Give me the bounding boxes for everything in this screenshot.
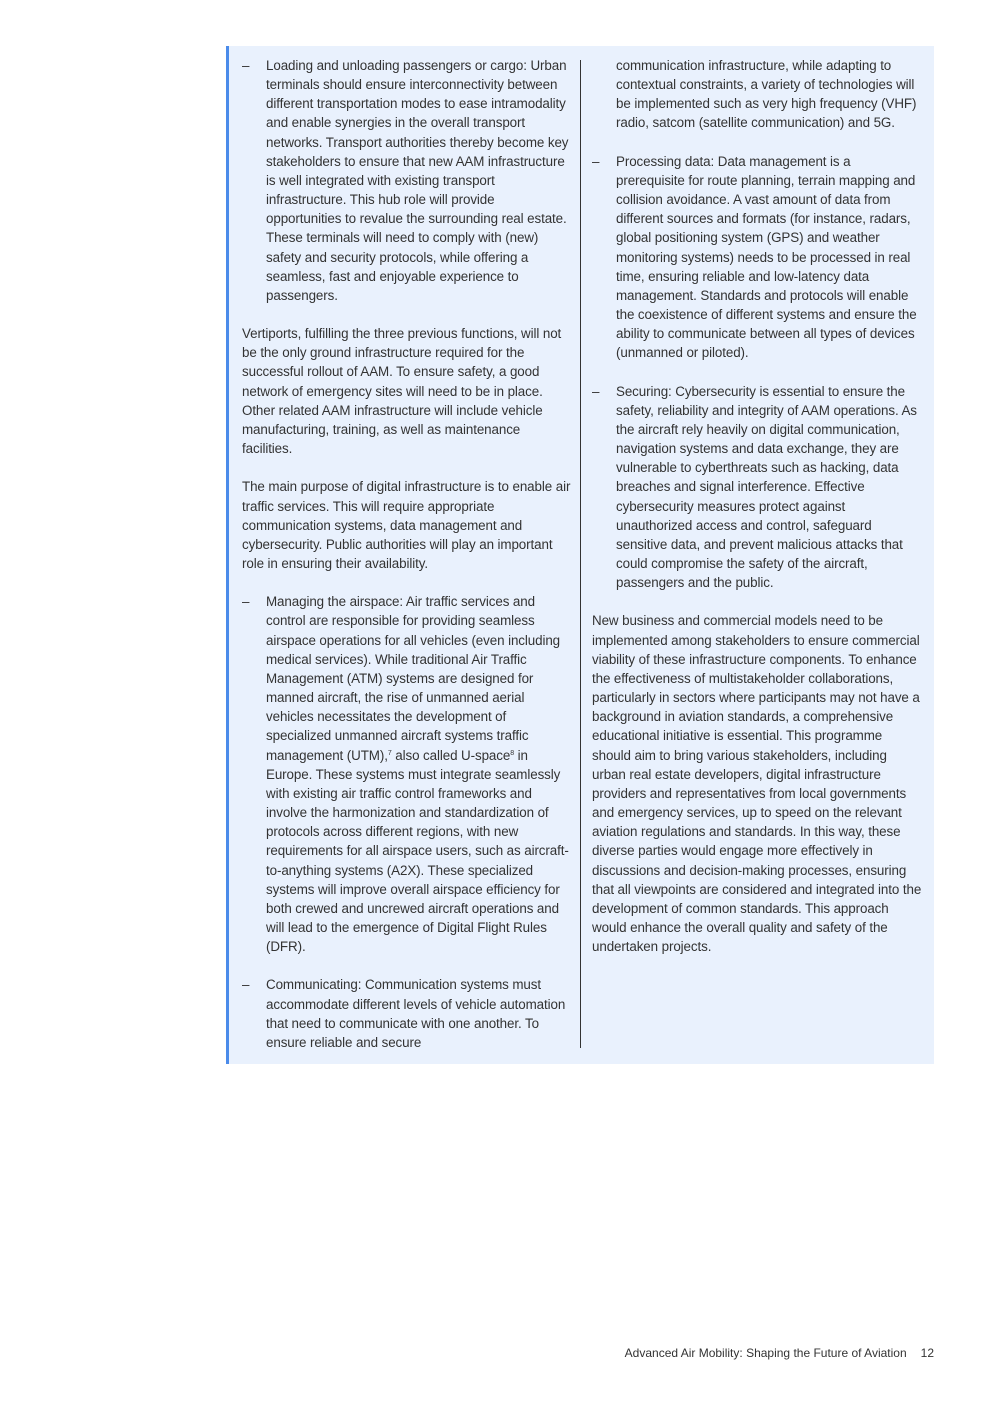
bullet-securing	[592, 382, 922, 593]
page-footer	[625, 1346, 934, 1360]
left-column	[242, 56, 572, 1052]
bullet-text: Securing: Cybersecurity is essential to ensure the safety, reliability and integrity of AAM operations. As the aircraft rely heavily on digital communication, navigation systems and data exchange, they are vulnerable to cyberthreats such as hacking, data breaches and signal interference. Effective cybersecurity measures protect against unauthorized access and control, safeguard sensitive data, and prevent malicious attacks that could compromise the safety of the aircraft, passengers and the public.	[616, 383, 917, 591]
footnote-ref-8[interactable]: 8	[510, 749, 514, 757]
bullet-text: communication infrastructure, while adapting to contextual constraints, a variety of technologies will be implemented such as very high frequency (VHF) radio, satcom (satellite communication) and 5G.	[616, 58, 917, 131]
right-column	[592, 56, 922, 956]
bullet-text-part-a: Managing the airspace: Air traffic services and control are responsible for providing seamless airspace operations for all vehicles (even including medical services). While traditional Air Traffic Management (ATM) systems are designed for manned aircraft, the rise of unmanned aerial vehicles necessitates the development of specialized unmanned aircraft systems traffic management (UTM),	[266, 594, 561, 763]
bullet-dash: –	[242, 594, 250, 610]
bullet-text: Communicating: Communication systems must accommodate different levels of vehicle automation that need to communicate with one another. To ensure reliable and secure	[266, 977, 566, 1050]
publication-title-bold: Advanced Air Mobility:	[624, 1346, 743, 1360]
bullet-dash: –	[592, 383, 600, 399]
paragraph-vertiports: Vertiports, fulfilling the three previous functions, will not be the only ground infrastructure required for the successful rollout of AAM. To ensure safety, a good network of emergency sites will need to be in place. Other related AAM infrastructure will include vehicle manufacturing, training, as well as maintenance facilities.	[242, 326, 562, 457]
page-number: 12	[920, 1346, 934, 1360]
content-panel	[226, 46, 934, 1064]
bullet-communicating	[242, 975, 572, 1052]
publication-title-rest: Shaping the Future of Aviation	[742, 1346, 907, 1360]
bullet-text: Processing data: Data management is a prerequisite for route planning, terrain mapping and collision avoidance. A vast amount of data from different sources and formats (for instance, radars, global positioning system (GPS) and weather monitoring systems) needs to be processed in real time, ensuring reliable and low-latency data management. Standards and protocols will enable the coexistence of different systems and ensure the ability to communicate between all types of devices (unmanned or piloted).	[616, 153, 917, 361]
bullet-dash: –	[242, 977, 250, 993]
footnote-ref-7[interactable]: 7	[387, 749, 392, 757]
bullet-dash: –	[592, 153, 600, 169]
bullet-text-part-c: in Europe. These systems must integrate seamlessly with existing air traffic control frameworks and involve the harmonization and standardization of protocols across different regions, with new requirements for all airspace users, such as aircraft-to-anything systems (A2X). These specialized systems will improve overall airspace efficiency for both crewed and uncrewed aircraft operations and will lead to the emergence of Digital Flight Rules (DFR).	[266, 747, 569, 955]
bullet-communicating-continued	[592, 56, 922, 133]
bullet-dash: –	[242, 58, 250, 73]
paragraph-business-models: New business and commercial models need to be implemented among stakeholders to ensure commercial viability of these infrastructure components. To enhance the effectiveness of multistakeholder collaborations, particularly in sectors where participants may not have a background in aviation standards, a comprehensive educational initiative is essential. This programme should aim to bring various stakeholders, including urban real estate developers, digital infrastructure providers and representatives from local governments and emergency services, up to speed on the relevant aviation regulations and standards. In this way, these diverse parties would engage more effectively in discussions and decision-making processes, ensuring that all viewpoints are considered and integrated into the development of common standards. This approach would enhance the overall quality and safety of the undertaken projects.	[592, 613, 922, 955]
bullet-processing-data	[592, 152, 922, 363]
bullet-loading-unloading	[242, 56, 572, 305]
paragraph-digital-infrastructure: The main purpose of digital infrastructure is to enable air traffic services. This will require appropriate communication systems, data management and cybersecurity. Public authorities will play an important role in ensuring their availability.	[242, 479, 571, 572]
bullet-text-part-b: also called U-space	[391, 747, 511, 763]
column-divider	[580, 60, 581, 1048]
bullet-managing-airspace	[242, 592, 572, 956]
bullet-text: Loading and unloading passengers or cargo: Urban terminals should ensure interconnectivity between different transportation modes to ease intramodality and enable synergies in the overall transport networks. Transport authorities thereby become key stakeholders to ensure that new AAM infrastructure is well integrated with existing transport infrastructure. This hub role will provide opportunities to revalue the surrounding real estate. These terminals will need to comply with (new) safety and security protocols, while offering a seamless, fast and enjoyable experience to passengers.	[266, 58, 569, 303]
